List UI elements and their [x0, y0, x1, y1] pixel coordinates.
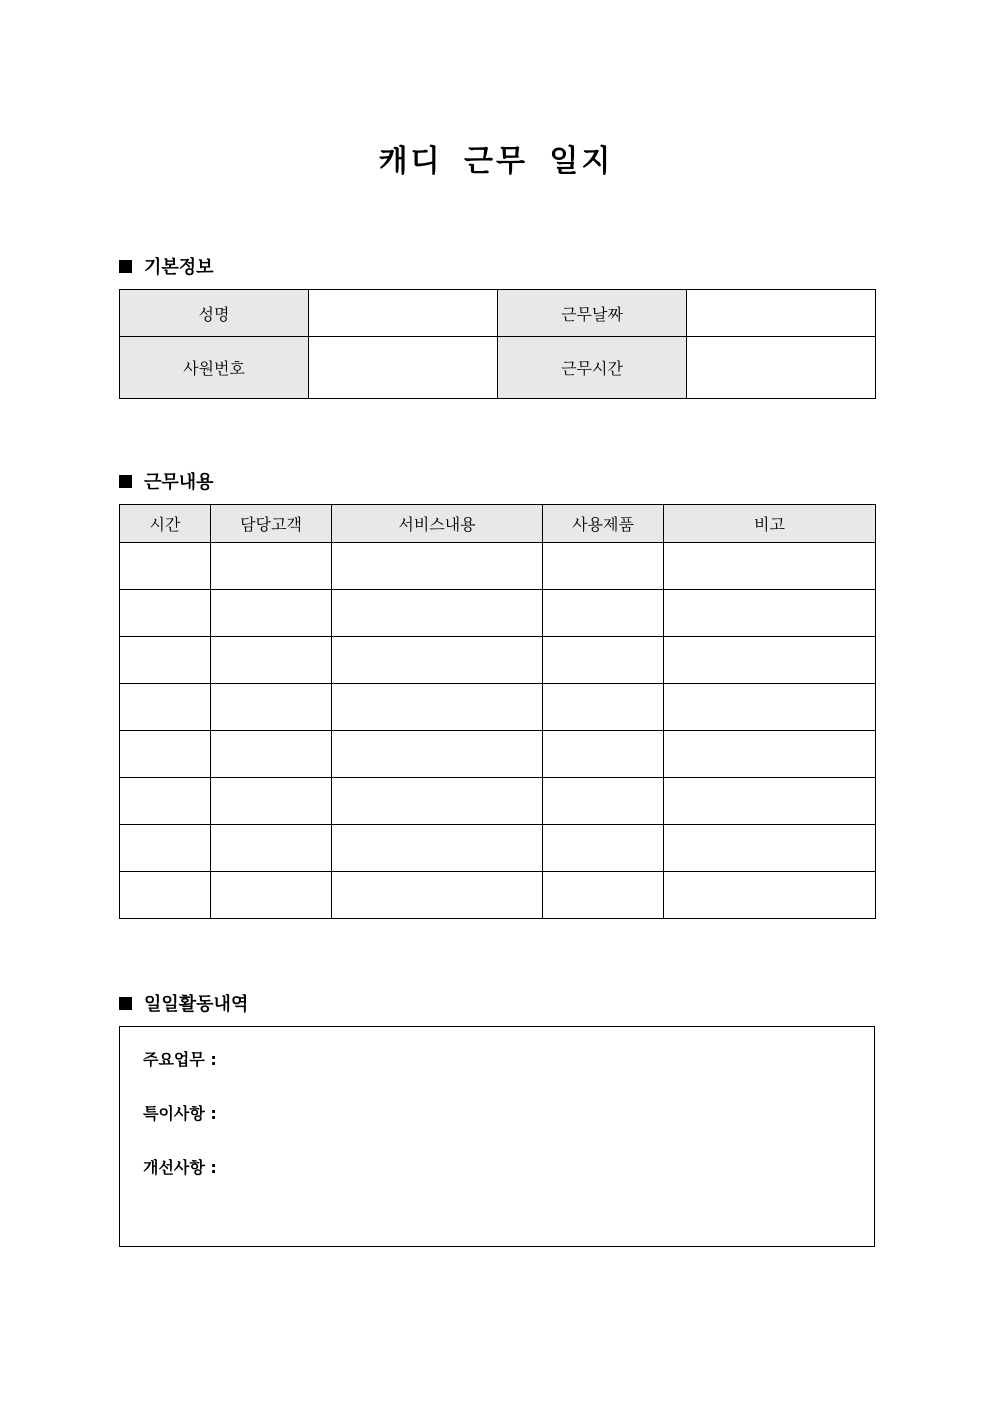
main-task-label: 주요업무 :	[143, 1050, 217, 1069]
table-cell[interactable]	[332, 778, 543, 825]
section-heading-label: 일일활동내역	[144, 994, 249, 1015]
column-header-products: 사용제품	[543, 505, 664, 543]
work-hours-field[interactable]	[687, 337, 876, 399]
employee-number-field[interactable]	[309, 337, 498, 399]
name-field[interactable]	[309, 290, 498, 337]
square-bullet-icon	[119, 475, 132, 488]
table-cell[interactable]	[211, 778, 332, 825]
table-cell[interactable]	[211, 825, 332, 872]
section-heading-basic-info	[119, 253, 214, 279]
special-notes-label: 특이사항 :	[143, 1104, 217, 1123]
table-cell[interactable]	[211, 684, 332, 731]
employee-number-label: 사원번호	[120, 337, 309, 399]
table-cell[interactable]	[120, 872, 211, 919]
basic-info-table	[119, 289, 876, 399]
table-cell[interactable]	[211, 637, 332, 684]
table-row	[120, 684, 876, 731]
table-cell[interactable]	[664, 590, 876, 637]
table-cell[interactable]	[664, 543, 876, 590]
table-cell[interactable]	[211, 872, 332, 919]
column-header-time: 시간	[120, 505, 211, 543]
table-cell[interactable]	[664, 872, 876, 919]
table-cell[interactable]	[543, 825, 664, 872]
work-log-table	[119, 504, 876, 919]
table-cell[interactable]	[543, 684, 664, 731]
work-hours-label: 근무시간	[498, 337, 687, 399]
table-row	[120, 637, 876, 684]
table-row	[120, 543, 876, 590]
table-row	[120, 872, 876, 919]
work-date-label: 근무날짜	[498, 290, 687, 337]
table-cell[interactable]	[211, 731, 332, 778]
table-row	[120, 825, 876, 872]
table-cell[interactable]	[543, 872, 664, 919]
table-cell[interactable]	[543, 731, 664, 778]
square-bullet-icon	[119, 260, 132, 273]
table-cell[interactable]	[120, 684, 211, 731]
section-heading-daily-activity	[119, 990, 248, 1016]
table-row	[120, 590, 876, 637]
name-label: 성명	[120, 290, 309, 337]
table-cell[interactable]	[332, 684, 543, 731]
table-cell[interactable]	[543, 778, 664, 825]
table-cell[interactable]	[120, 543, 211, 590]
work-log-body	[120, 543, 876, 919]
table-cell[interactable]	[664, 637, 876, 684]
table-cell[interactable]	[664, 684, 876, 731]
table-cell[interactable]	[120, 637, 211, 684]
page-title: 캐디 근무 일지	[378, 144, 614, 179]
table-cell[interactable]	[332, 872, 543, 919]
table-row	[120, 731, 876, 778]
column-header-customer: 담당고객	[211, 505, 332, 543]
table-cell[interactable]	[332, 825, 543, 872]
section-heading-work-content	[119, 468, 214, 494]
improvements-label: 개선사항 :	[143, 1158, 217, 1177]
section-heading-label: 기본정보	[144, 257, 214, 278]
table-cell[interactable]	[332, 637, 543, 684]
table-cell[interactable]	[543, 637, 664, 684]
table-cell[interactable]	[120, 778, 211, 825]
table-cell[interactable]	[543, 590, 664, 637]
work-date-field[interactable]	[687, 290, 876, 337]
table-row	[120, 778, 876, 825]
column-header-service: 서비스내용	[332, 505, 543, 543]
section-heading-label: 근무내용	[144, 472, 214, 493]
table-cell[interactable]	[543, 543, 664, 590]
table-cell[interactable]	[120, 590, 211, 637]
table-cell[interactable]	[664, 731, 876, 778]
daily-activity-box	[119, 1026, 875, 1247]
table-cell[interactable]	[211, 590, 332, 637]
table-cell[interactable]	[120, 731, 211, 778]
column-header-remarks: 비고	[664, 505, 876, 543]
table-cell[interactable]	[664, 778, 876, 825]
table-cell[interactable]	[120, 825, 211, 872]
table-cell[interactable]	[211, 543, 332, 590]
table-cell[interactable]	[664, 825, 876, 872]
table-cell[interactable]	[332, 543, 543, 590]
square-bullet-icon	[119, 997, 132, 1010]
table-cell[interactable]	[332, 731, 543, 778]
table-cell[interactable]	[332, 590, 543, 637]
